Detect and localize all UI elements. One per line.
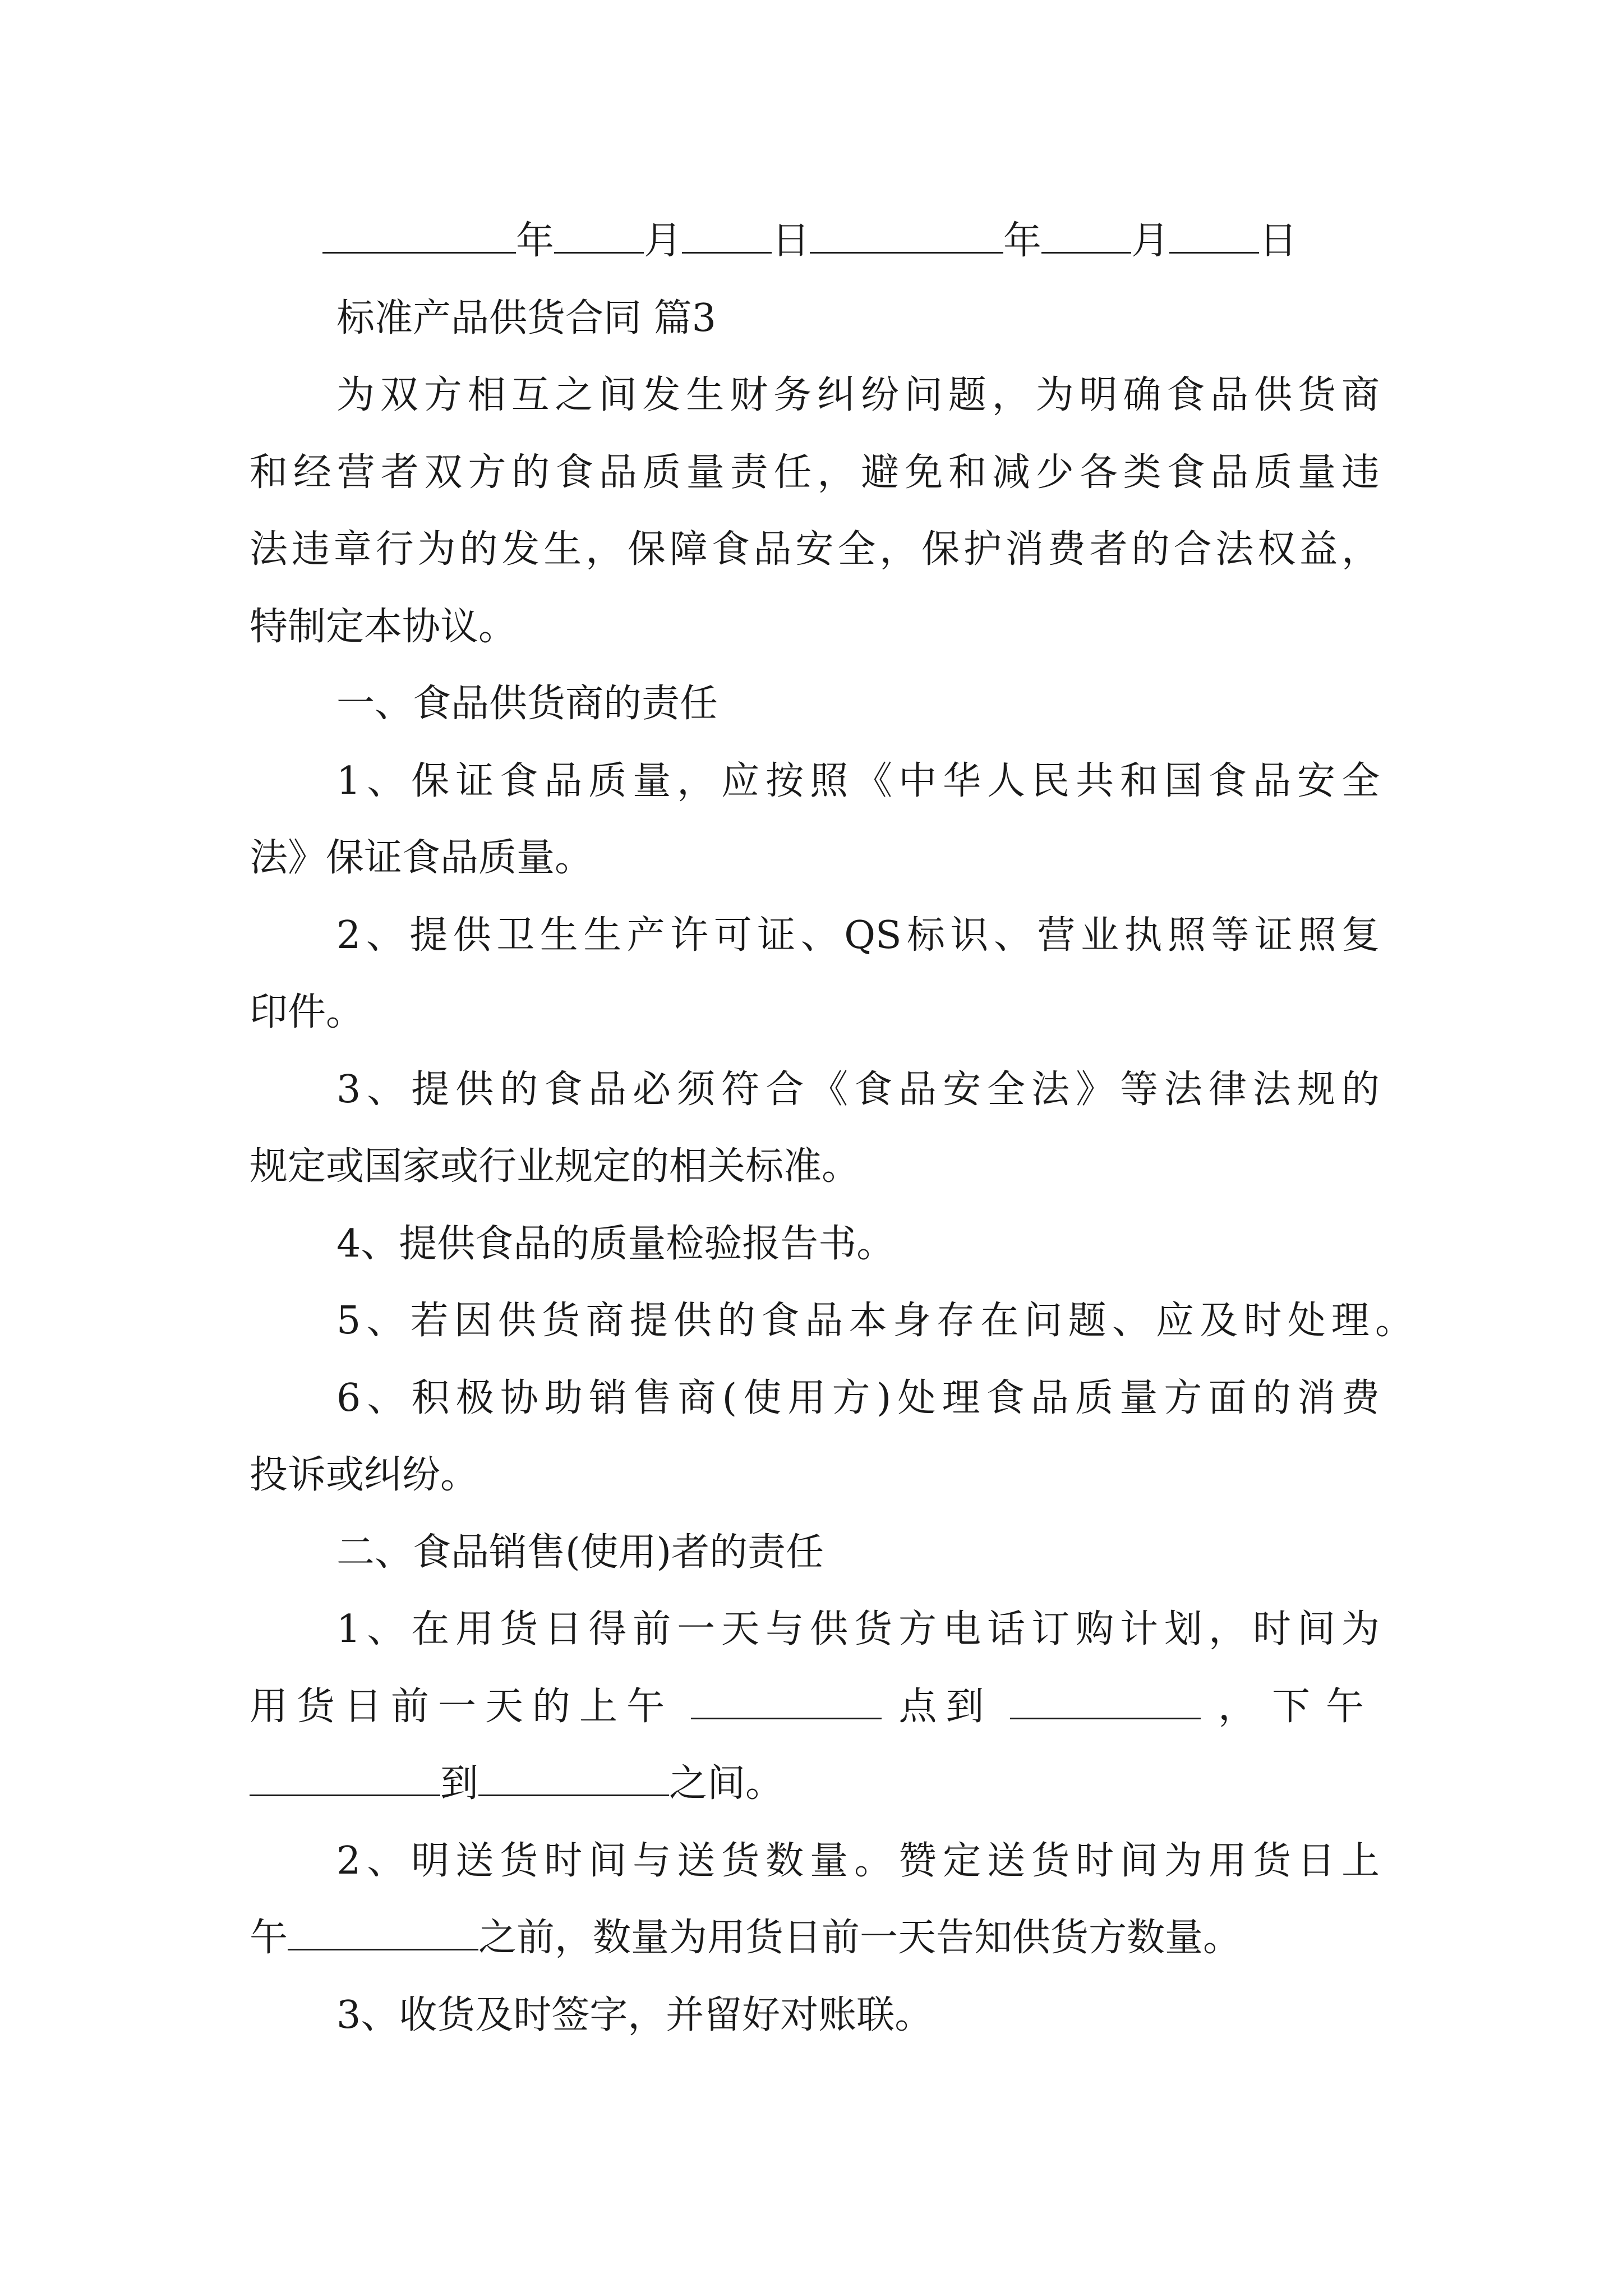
day-label: 日 bbox=[772, 219, 810, 263]
part1-item3: 3、提供的食品必须符合《食品安全法》等法律法规的 bbox=[336, 1068, 1380, 1112]
intro-line: 为双方相互之间发生财务纠纷问题，为明确食品供货商 bbox=[336, 373, 1380, 417]
blank-field[interactable] bbox=[1169, 220, 1259, 254]
text-segment: 用货日前一天的上午 bbox=[250, 1685, 674, 1729]
blank-field[interactable] bbox=[1041, 220, 1131, 254]
blank-field[interactable] bbox=[554, 220, 644, 254]
blank-field[interactable] bbox=[682, 220, 772, 254]
blank-field[interactable] bbox=[1010, 1686, 1201, 1719]
intro-line: 特制定本协议。 bbox=[250, 605, 517, 649]
blank-field[interactable] bbox=[288, 1917, 478, 1950]
part1-item1: 1、保证食品质量，应按照《中华人民共和国食品安全 bbox=[336, 759, 1380, 803]
part2-heading: 二、食品销售(使用)者的责任 bbox=[336, 1530, 824, 1575]
part1-item5: 5、若因供货商提供的食品本身存在问题、应及时处理。 bbox=[336, 1299, 1413, 1343]
part1-heading: 一、食品供货商的责任 bbox=[336, 682, 718, 726]
section-title: 标准产品供货合同 篇3 bbox=[336, 296, 716, 341]
date-line bbox=[322, 213, 1297, 269]
intro-line: 法违章行为的发生，保障食品安全，保护消费者的合法权益， bbox=[250, 527, 1380, 572]
year-label: 年 bbox=[1003, 219, 1042, 263]
part1-item2-cont: 印件。 bbox=[250, 990, 365, 1034]
text-segment: 到 bbox=[440, 1761, 479, 1806]
part1-item6: 6、积极协助销售商(使用方)处理食品质量方面的消费 bbox=[336, 1376, 1380, 1420]
text-segment: 之前，数量为用货日前一天告知供货方数量。 bbox=[478, 1916, 1242, 1960]
month-label: 月 bbox=[1131, 219, 1170, 263]
blank-field[interactable] bbox=[250, 1763, 440, 1796]
month-label: 月 bbox=[644, 219, 683, 263]
part1-item6-cont: 投诉或纠纷。 bbox=[250, 1453, 479, 1497]
intro-line: 和经营者双方的食品质量责任，避免和减少各类食品质量违 bbox=[250, 450, 1380, 495]
part2-item3: 3、收货及时签字，并留好对账联。 bbox=[336, 1993, 933, 2037]
part2-item1-line3 bbox=[250, 1756, 783, 1812]
year-label: 年 bbox=[516, 219, 555, 263]
part2-item2: 2、明送货时间与送货数量。赞定送货时间为用货日上 bbox=[336, 1839, 1380, 1883]
blank-field[interactable] bbox=[478, 1763, 669, 1796]
part2-item2-line2 bbox=[250, 1910, 1241, 1966]
part1-item1-cont: 法》保证食品质量。 bbox=[250, 836, 593, 880]
text-segment: 之间。 bbox=[669, 1761, 784, 1806]
part1-item3-cont: 规定或国家或行业规定的相关标准。 bbox=[250, 1144, 860, 1189]
part1-item2: 2、提供卫生生产许可证、QS标识、营业执照等证照复 bbox=[336, 913, 1380, 958]
text-segment: ，下午 bbox=[1218, 1685, 1380, 1729]
day-label: 日 bbox=[1259, 219, 1298, 263]
part2-item1: 1、在用货日得前一天与供货方电话订购计划，时间为 bbox=[336, 1607, 1380, 1651]
blank-field[interactable] bbox=[810, 220, 1003, 254]
blank-field[interactable] bbox=[322, 220, 516, 254]
part1-item4: 4、提供食品的质量检验报告书。 bbox=[336, 1222, 895, 1266]
text-segment: 点到 bbox=[898, 1685, 993, 1729]
part2-item1-line2 bbox=[250, 1679, 1380, 1735]
text-segment: 午 bbox=[250, 1916, 288, 1960]
blank-field[interactable] bbox=[691, 1686, 882, 1719]
